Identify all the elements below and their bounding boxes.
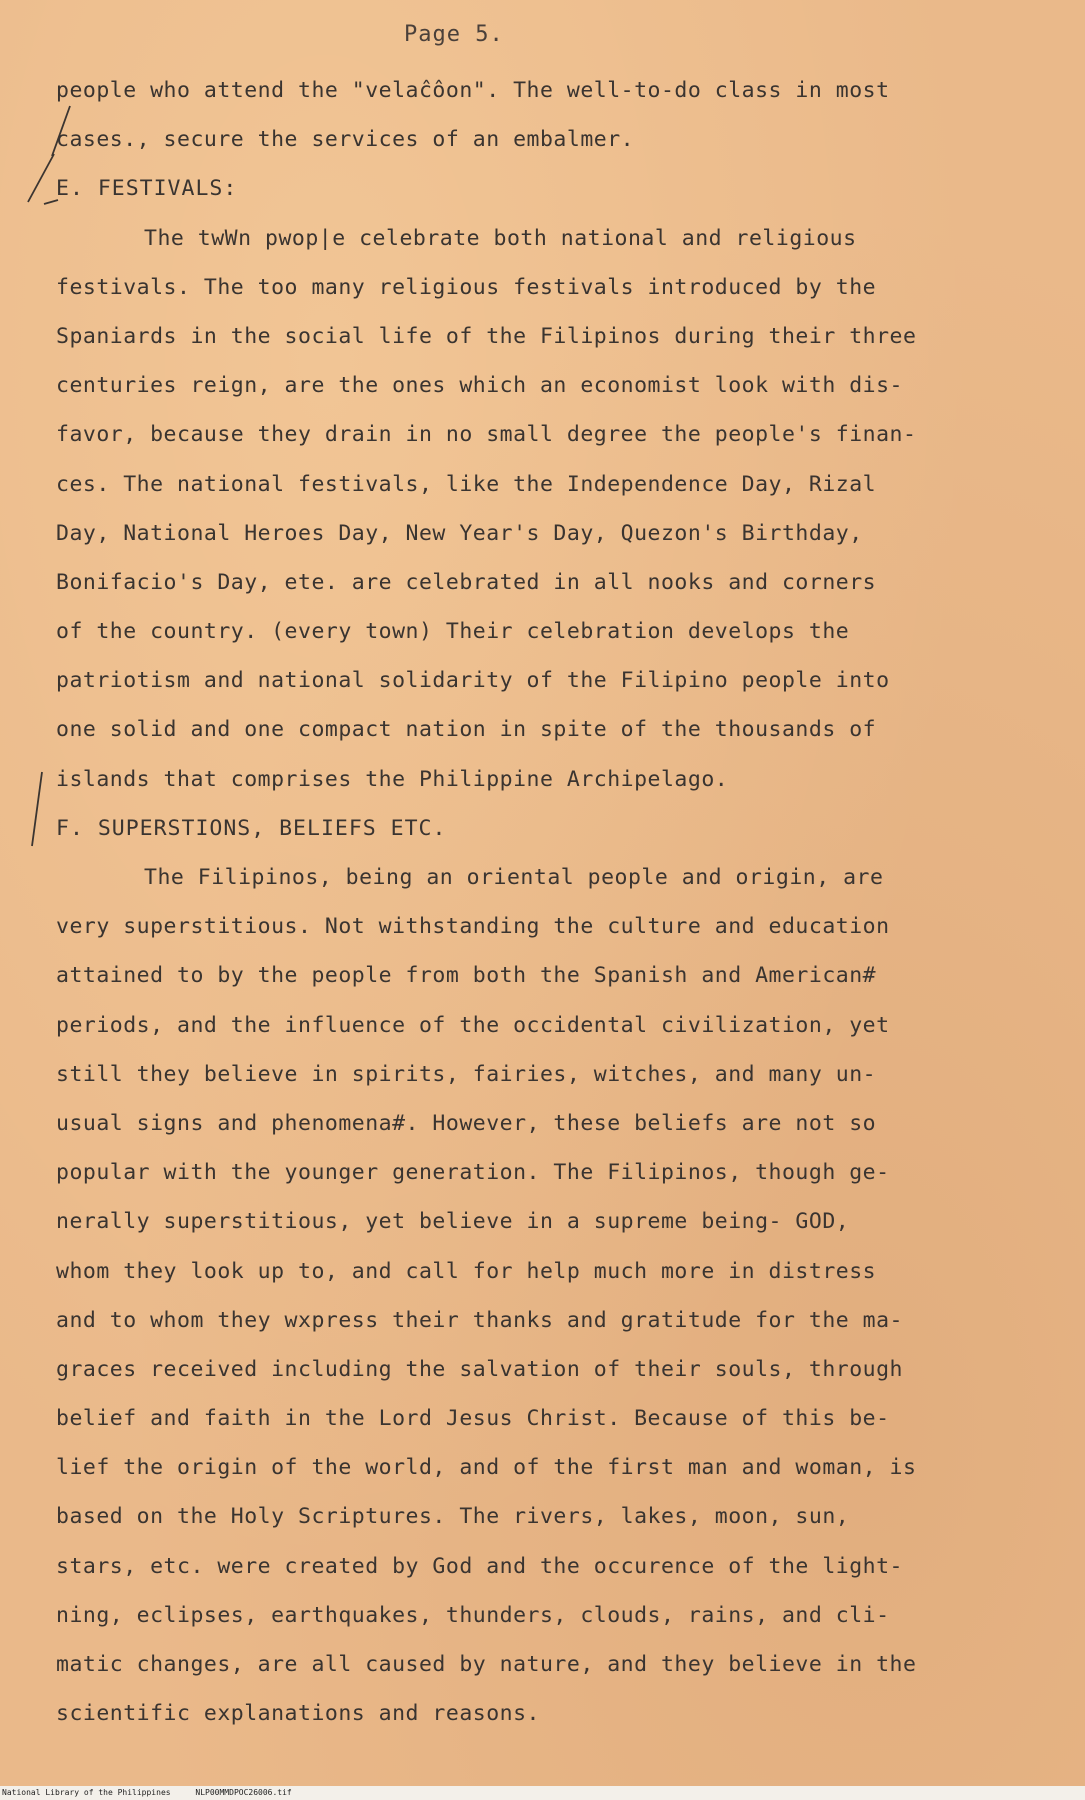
- scan-footer: [0, 1786, 1085, 1800]
- footer-file-id: NLP00MMDPOC26006.tif: [195, 1788, 292, 1797]
- text-line: and to whom they wxpress their thanks and gratitude for the ma-: [56, 1307, 903, 1333]
- text-line: of the country. (every town) Their celebration develops the: [56, 619, 850, 645]
- page-number: Page 5.: [404, 22, 504, 47]
- text-line: still they believe in spirits, fairies, witches, and many un-: [56, 1061, 877, 1087]
- text-line: whom they look up to, and call for help much more in distress: [56, 1258, 877, 1284]
- text-line: favor, because they drain in no small degree the people's finan-: [56, 422, 917, 448]
- text-line: belief and faith in the Lord Jesus Christ. Because of this be-: [56, 1406, 890, 1432]
- text-line: one solid and one compact nation in spite of the thousands of: [56, 717, 877, 743]
- text-line: nerally superstitious, yet believe in a supreme being- GOD,: [56, 1209, 850, 1235]
- text-line: Bonifacio's Day, ete. are celebrated in all nooks and corners: [56, 569, 877, 595]
- text-line: matic changes, are all caused by nature, and they believe in the: [56, 1652, 917, 1677]
- text-line: scientific explanations and reasons.: [56, 1701, 540, 1727]
- text-line: islands that comprises the Philippine Archipelago.: [56, 766, 729, 792]
- text-line: Day, National Heroes Day, New Year's Day, Quezon's Birthday,: [56, 520, 863, 546]
- text-line: festivals. The too many religious festivals introduced by the: [56, 274, 877, 300]
- text-line: people who attend the "velaĉôon". The well-to-do class in most: [56, 78, 890, 103]
- text-line: Spaniards in the social life of the Filipinos during their three: [56, 323, 917, 349]
- text-line: The twWn pwop|e celebrate both national and religious: [144, 225, 857, 251]
- text-line: graces received including the salvation of their souls, through: [56, 1356, 903, 1382]
- text-line: popular with the younger generation. The Filipinos, though ge-: [56, 1160, 890, 1186]
- footer-library-name: National Library of the Philippines: [2, 1788, 171, 1797]
- text-line: ning, eclipses, earthquakes, thunders, clouds, rains, and cli-: [56, 1602, 890, 1628]
- text-line: stars, etc. were created by God and the occurence of the light-: [56, 1553, 903, 1579]
- text-line: attained to by the people from both the Spanish and American#: [56, 963, 877, 989]
- text-line: ces. The national festivals, like the Independence Day, Rizal: [56, 471, 877, 497]
- typed-body-text: [56, 66, 1056, 1738]
- text-line: based on the Holy Scriptures. The rivers, lakes, moon, sun,: [56, 1504, 850, 1530]
- margin-bar-superstitions: [22, 770, 52, 850]
- text-line: cases., secure the services of an embalmer.: [56, 127, 635, 153]
- section-heading-superstitions: F. SUPERSTIONS, BELIEFS ETC.: [56, 815, 447, 841]
- text-line: usual signs and phenomena#. However, these beliefs are not so: [56, 1110, 877, 1136]
- text-line: lief the origin of the world, and of the first man and woman, is: [56, 1455, 917, 1481]
- text-line: very superstitious. Not withstanding the culture and education: [56, 914, 890, 940]
- text-line: centuries reign, are the ones which an economist look with dis-: [56, 373, 903, 399]
- text-line: periods, and the influence of the occidental civilization, yet: [56, 1012, 890, 1038]
- text-line: patriotism and national solidarity of the Filipino people into: [56, 668, 890, 694]
- text-line: The Filipinos, being an oriental people and origin, are: [144, 865, 884, 890]
- section-heading-festivals: E. FESTIVALS:: [56, 176, 238, 202]
